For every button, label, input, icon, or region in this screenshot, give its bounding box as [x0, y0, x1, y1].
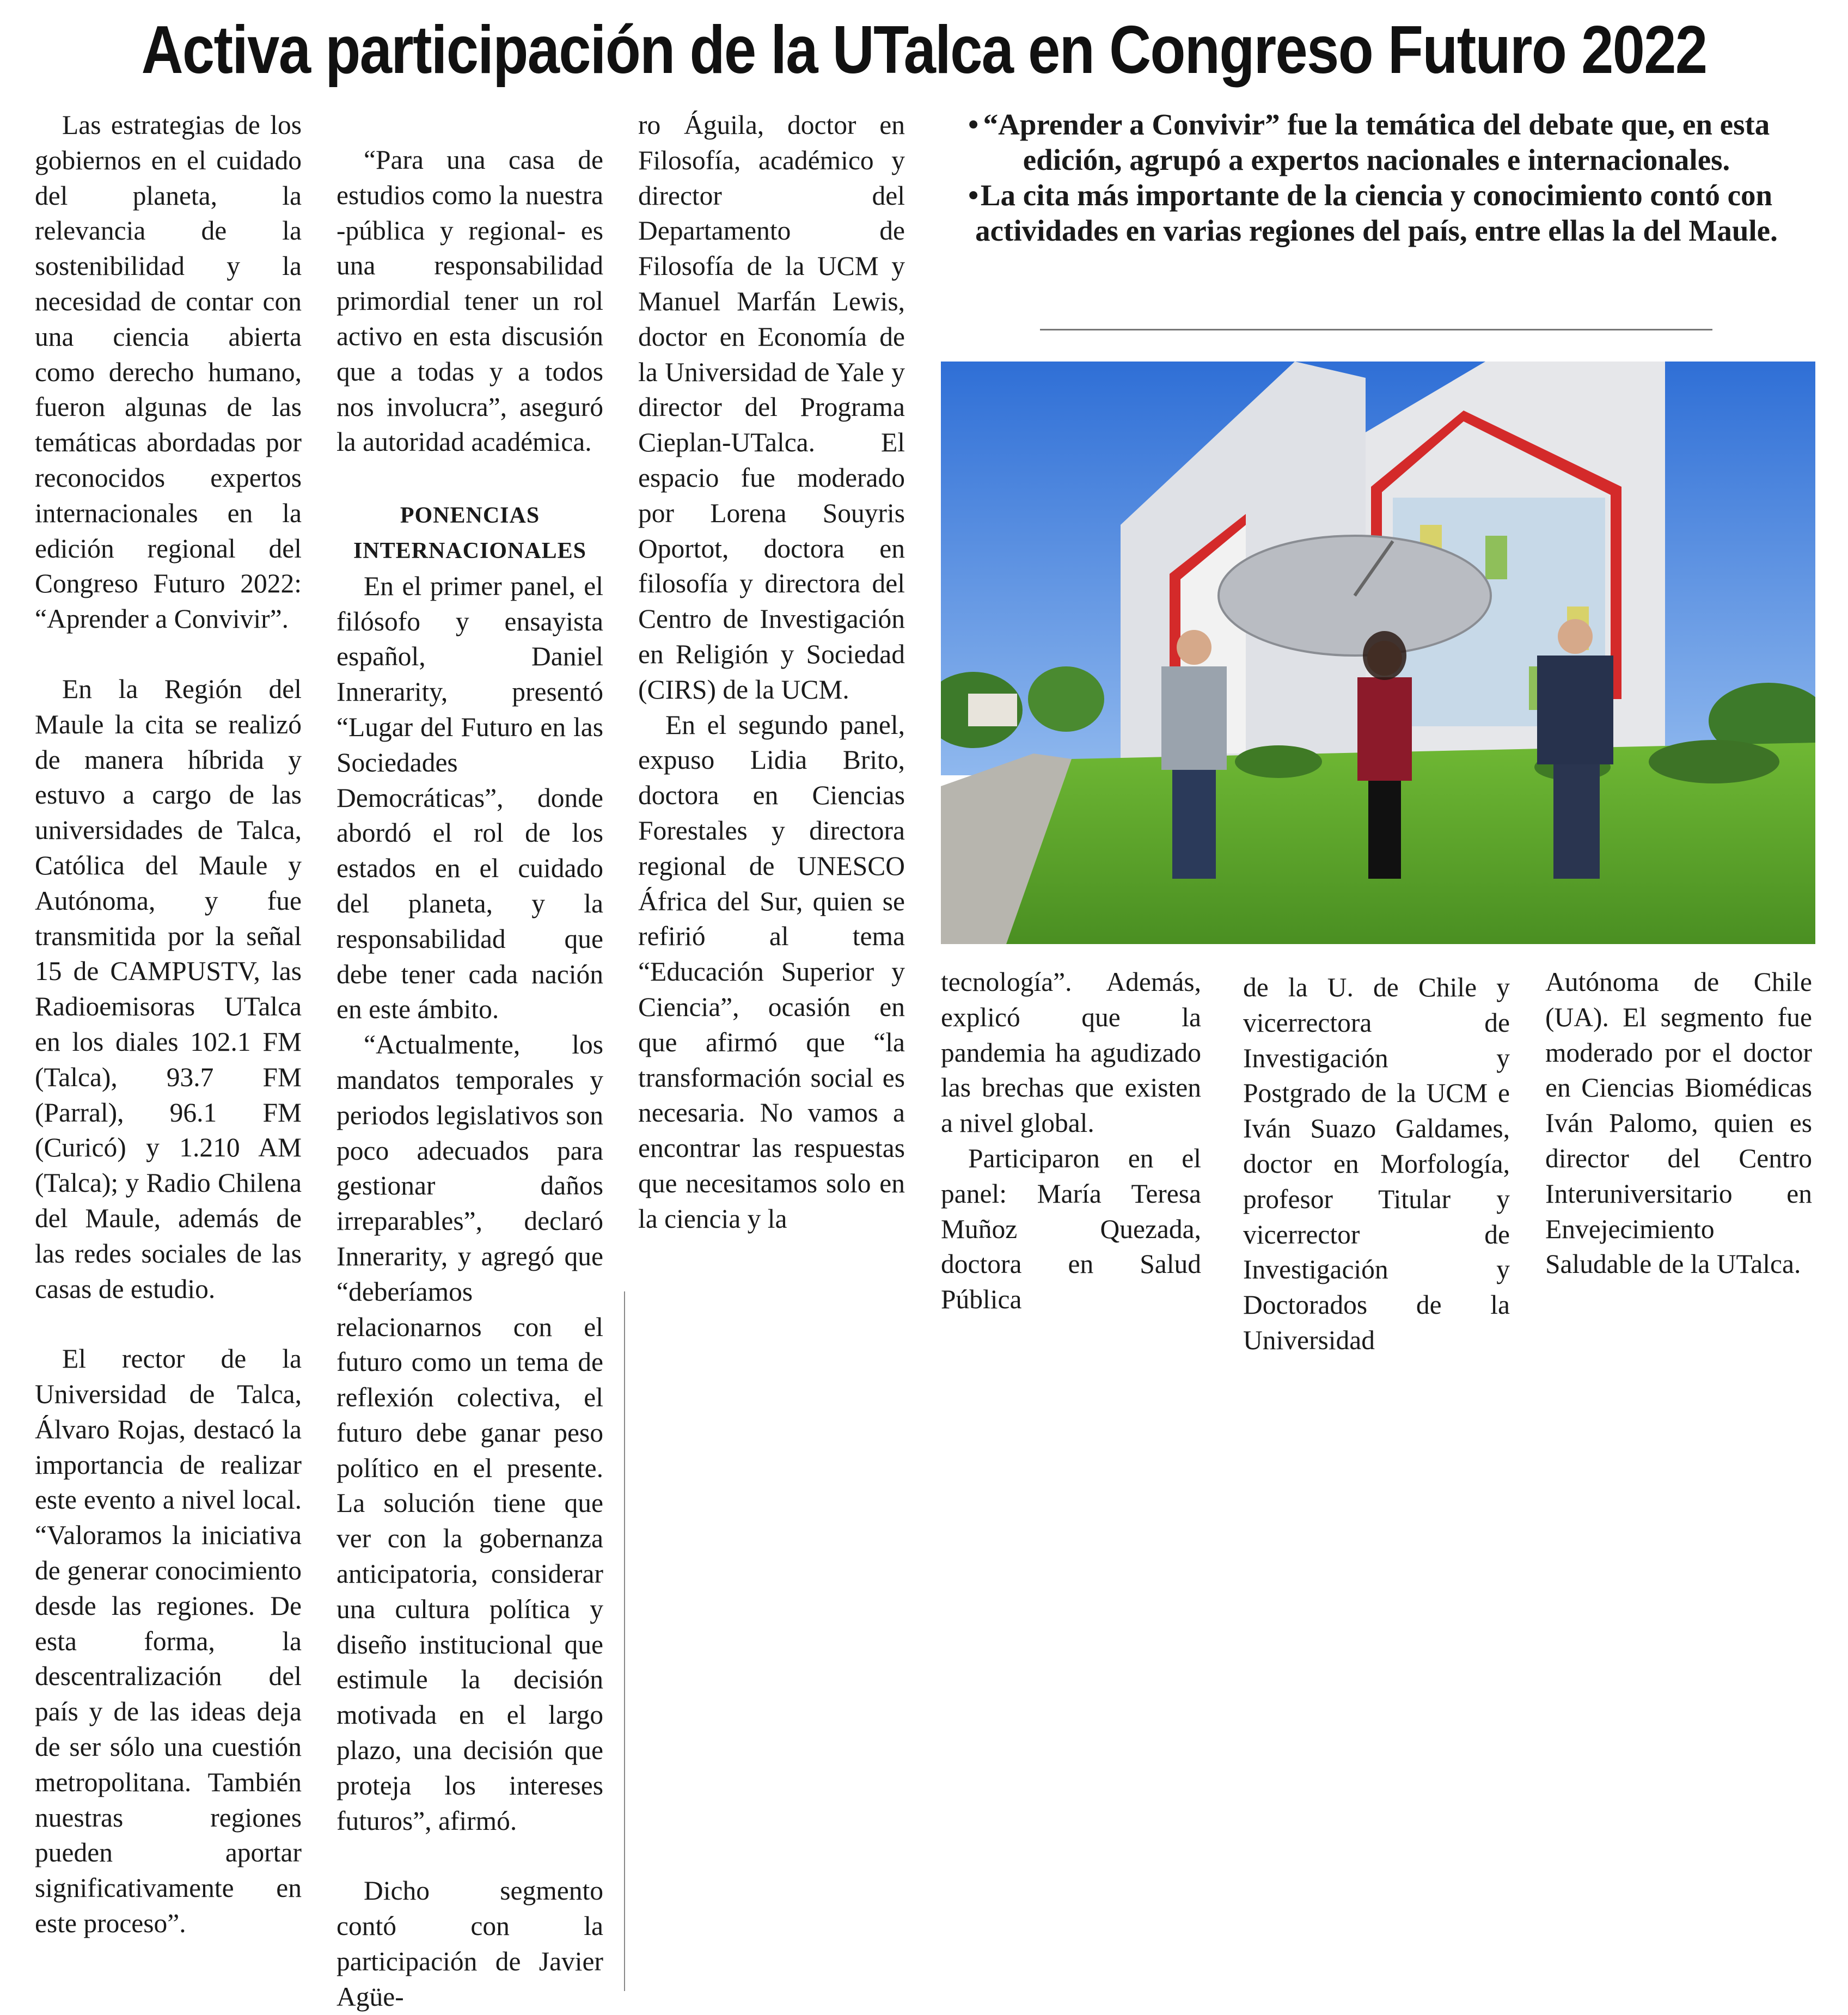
- summary-bullet: [941, 107, 1812, 177]
- bullet-icon: •: [968, 179, 979, 212]
- bullet-text: La cita más importante de la ciencia y conocimiento contó con actividades en varias regiones del país, entre ellas la del Maule.: [975, 179, 1778, 247]
- headline: Activa participación de la UTalca en Congreso Futuro 2022: [141, 13, 1707, 88]
- article-column-5: [1243, 970, 1510, 1358]
- person-right-legs: [1553, 759, 1600, 879]
- person-center-hair: [1363, 631, 1406, 680]
- paragraph: En el primer panel, el filósofo y ensayista español, Daniel Innerarity, presentó “Lugar del Futuro en las Sociedades Democráticas”, donde abordó el rol de los estados en el cuidado del planeta, y la responsabilidad que debe tener cada nación en este ámbito.: [336, 571, 603, 1025]
- bullet-icon: •: [968, 108, 979, 141]
- summary-bullets: [941, 107, 1812, 248]
- person-center-legs: [1368, 775, 1401, 879]
- paragraph: En el segundo panel, expuso Lidia Brito, doctora en Ciencias Forestales y directora regional de UNESCO África del Sur, quien se refirió al tema “Educación Superior y Ciencia”, ocasión en que afirmó que “la transformación social es necesaria. No vamos a encontrar las respuestas que necesitamos solo en la ciencia y la: [638, 709, 905, 1234]
- paragraph: de la U. de Chile y vicerrectora de Investigación y Postgrado de la UCM e Iván Suazo Galdames, doctor en Morfología, profesor Titular y vicerrector de Investigación y Doctorados de la Universidad: [1243, 972, 1510, 1355]
- person-right-head: [1558, 619, 1593, 654]
- tree: [1028, 666, 1104, 732]
- article-column-3: [638, 108, 905, 1237]
- section-subhead: PONENCIAS INTERNACIONALES: [353, 503, 587, 564]
- person-left-head: [1177, 630, 1211, 665]
- paragraph: Las estrategias de los gobiernos en el cuidado del planeta, la relevancia de la sostenibilidad y la necesidad de contar con una ciencia abierta como derecho humano, fueron algunas de las temáticas abordadas por reconocidos expertos internacionales en la edición regional del Congreso Futuro 2022: “Aprender a Convivir”.: [35, 110, 302, 634]
- article-column-2: [336, 143, 603, 2015]
- paragraph: En la Región del Maule la cita se realizó de manera híbrida y estuvo a cargo de las universidades de Talca, Católica del Maule y Autónoma, y fue transmitida por la señal 15 de CAMPUSTV, las Radioemisoras UTalca en los diales 102.1 FM (Talca), 93.7 FM (Parral), 96.1 FM (Curicó) y 1.210 AM (Talca); y Radio Chilena del Maule, además de las redes sociales de las casas de estudio.: [35, 673, 302, 1304]
- summary-bullet: [941, 177, 1812, 248]
- article-column-1: [35, 108, 302, 1941]
- bush: [1235, 745, 1322, 778]
- paragraph: “Para una casa de estudios como la nuestra -pública y regional- es una responsabilidad primordial tener un rol activo en esta discusión que a todas y a todos nos involucra”, aseguró la autoridad académica.: [336, 145, 603, 457]
- photo-illustration: [941, 362, 1815, 944]
- article-column-6: [1545, 965, 1812, 1282]
- paragraph: tecnología”. Además, explicó que la pandemia ha agudizado las brechas que existen a nivel global.: [941, 967, 1201, 1138]
- paragraph: Participaron en el panel: María Teresa Muñoz Quezada, doctora en Salud Pública: [941, 1143, 1201, 1315]
- paragraph: Autónoma de Chile (UA). El segmento fue moderado por el doctor en Ciencias Biomédicas Iván Palomo, quien es director del Centro Interuniversitario en Envejecimiento Saludable de la UTalca.: [1545, 967, 1812, 1279]
- window-green: [1485, 536, 1507, 579]
- person-center-blouse: [1357, 677, 1412, 781]
- shed: [968, 694, 1017, 726]
- paragraph: El rector de la Universidad de Talca, Álvaro Rojas, destacó la importancia de realizar este evento a nivel local. “Valoramos la iniciativa de generar conocimiento desde las regiones. De esta forma, la descentralización del país y de las ideas deja de ser sólo una cuestión metropolitana. También nuestras regiones pueden aportar significativamente en este proceso”.: [35, 1344, 302, 1939]
- paragraph: “Actualmente, los mandatos temporales y periodos legislativos son poco adecuados para gestionar daños irreparables”, declaró Innerarity, y agregó que “deberíamos relacionarnos con el futuro como un tema de reflexión colectiva, el futuro debe ganar peso político en el presente. La solución tiene que ver con la gobernanza anticipatoria, considerar una cultura política y diseño institucional que estimule la decisión motivada en el largo plazo, una decisión que proteja los intereses futuros”, afirmó.: [336, 1030, 603, 1836]
- bullet-text: “Aprender a Convivir” fue la temática del debate que, en esta edición, agrupó a expertos nacionales e internacionales.: [983, 108, 1770, 176]
- article-photo: [941, 362, 1815, 944]
- article-column-4: [941, 965, 1201, 1318]
- person-right-jacket: [1537, 656, 1613, 764]
- bush: [1649, 740, 1779, 783]
- person-left-legs: [1172, 759, 1216, 879]
- paragraph: Dicho segmento contó con la participación de Javier Agüe-: [336, 1876, 603, 2012]
- bullet-divider: [1040, 329, 1712, 330]
- column-divider: [624, 1291, 625, 1991]
- person-left-jacket: [1161, 666, 1227, 770]
- paragraph: ro Águila, doctor en Filosofía, académico y director del Departamento de Filosofía de la UCM y Manuel Marfán Lewis, doctor en Economía de la Universidad de Yale y director del Programa Cieplan-UTalca. El espacio fue moderado por Lorena Souyris Oportot, doctora en filosofía y directora del Centro de Investigación en Religión y Sociedad (CIRS) de la UCM.: [638, 110, 905, 705]
